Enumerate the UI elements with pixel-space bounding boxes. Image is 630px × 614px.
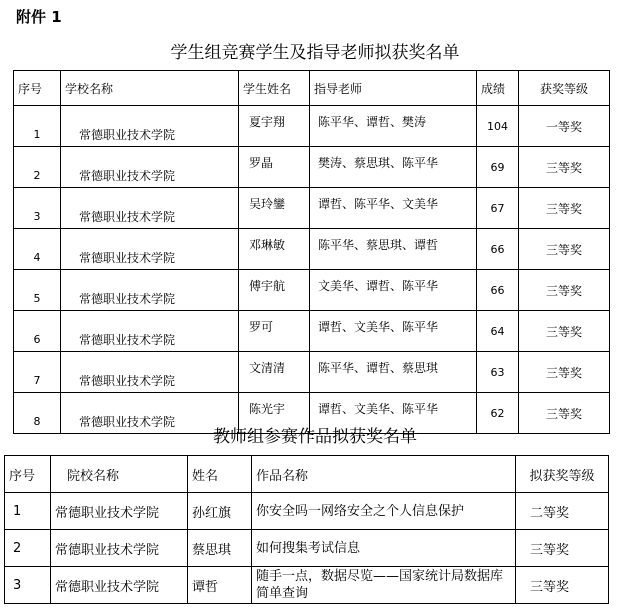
- cell-seq: 7: [14, 352, 61, 393]
- cell-seq: 1: [14, 106, 61, 147]
- cell-work: 你安全吗一网络安全之个人信息保护: [252, 493, 516, 530]
- teacher-table-title: 教师组参赛作品拟获奖名单: [213, 427, 417, 447]
- cell-seq: 1: [5, 493, 51, 530]
- cell-teachers: 文美华、谭哲、陈平华: [310, 270, 477, 311]
- cell-score: 66: [477, 229, 519, 270]
- cell-award: 三等奖: [519, 352, 610, 393]
- cell-student: 夏宇翔: [239, 106, 310, 147]
- table-header-row: [14, 71, 610, 106]
- cell-teachers: 谭哲、文美华、陈平华: [310, 393, 477, 434]
- cell-teachers: 谭哲、陈平华、文美华: [310, 188, 477, 229]
- cell-seq: 2: [5, 530, 51, 567]
- table-row: [14, 147, 610, 188]
- cell-score: 69: [477, 147, 519, 188]
- cell-student: 吴玲鑾: [239, 188, 310, 229]
- table-row: [5, 567, 609, 604]
- table-row: [5, 493, 609, 530]
- cell-school: 常德职业技术学院: [61, 106, 239, 147]
- teacher-award-table: [4, 455, 609, 604]
- table-header-row: [5, 456, 609, 493]
- student-table-title: 学生组竞赛学生及指导老师拟获奖名单: [170, 43, 460, 63]
- table-row: [14, 106, 610, 147]
- cell-award: 三等奖: [519, 393, 610, 434]
- cell-teachers: 樊涛、蔡思琪、陈平华: [310, 147, 477, 188]
- cell-score: 66: [477, 270, 519, 311]
- cell-teachers: 陈平华、谭哲、樊涛: [310, 106, 477, 147]
- cell-school: 常德职业技术学院: [61, 270, 239, 311]
- table-row: [14, 352, 610, 393]
- table-row: [14, 229, 610, 270]
- table-row: [14, 270, 610, 311]
- header-seq: 序号: [5, 456, 51, 493]
- cell-score: 104: [477, 106, 519, 147]
- cell-award: 二等奖: [516, 493, 609, 530]
- cell-work: 随手一点，数据尽览——国家统计局数据库简单查询: [252, 567, 516, 604]
- header-seq: 序号: [14, 71, 61, 106]
- cell-award: 三等奖: [519, 147, 610, 188]
- cell-award: 三等奖: [516, 567, 609, 604]
- cell-school: 常德职业技术学院: [61, 229, 239, 270]
- cell-seq: 8: [14, 393, 61, 434]
- header-score: 成绩: [477, 71, 519, 106]
- cell-school: 常德职业技术学院: [61, 311, 239, 352]
- cell-student: 陈光宇: [239, 393, 310, 434]
- cell-teachers: 陈平华、谭哲、蔡思琪: [310, 352, 477, 393]
- cell-score: 67: [477, 188, 519, 229]
- cell-seq: 3: [14, 188, 61, 229]
- header-work: 作品名称: [252, 456, 516, 493]
- cell-seq: 2: [14, 147, 61, 188]
- cell-school: 常德职业技术学院: [61, 352, 239, 393]
- cell-student: 罗可: [239, 311, 310, 352]
- cell-teachers: 谭哲、文美华、陈平华: [310, 311, 477, 352]
- cell-score: 63: [477, 352, 519, 393]
- cell-student: 罗晶: [239, 147, 310, 188]
- cell-seq: 3: [5, 567, 51, 604]
- header-student: 学生姓名: [239, 71, 310, 106]
- cell-school: 常德职业技术学院: [61, 393, 239, 434]
- cell-score: 62: [477, 393, 519, 434]
- header-school: 学校名称: [61, 71, 239, 106]
- cell-award: 三等奖: [519, 311, 610, 352]
- cell-award: 三等奖: [516, 530, 609, 567]
- cell-teachers: 陈平华、蔡思琪、谭哲: [310, 229, 477, 270]
- cell-work: 如何搜集考试信息: [252, 530, 516, 567]
- cell-award: 一等奖: [519, 106, 610, 147]
- cell-name: 谭哲: [188, 567, 252, 604]
- header-teachers: 指导老师: [310, 71, 477, 106]
- header-school: 院校名称: [51, 456, 188, 493]
- cell-score: 64: [477, 311, 519, 352]
- table-row: [14, 311, 610, 352]
- header-award: 拟获奖等级: [516, 456, 609, 493]
- cell-school: 常德职业技术学院: [61, 188, 239, 229]
- header-name: 姓名: [188, 456, 252, 493]
- cell-school: 常德职业技术学院: [51, 530, 188, 567]
- table-row: [5, 530, 609, 567]
- cell-award: 三等奖: [519, 270, 610, 311]
- cell-award: 三等奖: [519, 188, 610, 229]
- cell-name: 蔡思琪: [188, 530, 252, 567]
- table-row: [14, 188, 610, 229]
- header-award: 获奖等级: [519, 71, 610, 106]
- cell-student: 邓琳敏: [239, 229, 310, 270]
- cell-student: 傅宇航: [239, 270, 310, 311]
- cell-award: 三等奖: [519, 229, 610, 270]
- cell-seq: 5: [14, 270, 61, 311]
- cell-school: 常德职业技术学院: [51, 493, 188, 530]
- cell-student: 文清清: [239, 352, 310, 393]
- cell-school: 常德职业技术学院: [61, 147, 239, 188]
- cell-seq: 4: [14, 229, 61, 270]
- attachment-label: 附件 1: [16, 8, 62, 26]
- student-award-table: [13, 70, 610, 434]
- cell-seq: 6: [14, 311, 61, 352]
- cell-name: 孙红旗: [188, 493, 252, 530]
- cell-school: 常德职业技术学院: [51, 567, 188, 604]
